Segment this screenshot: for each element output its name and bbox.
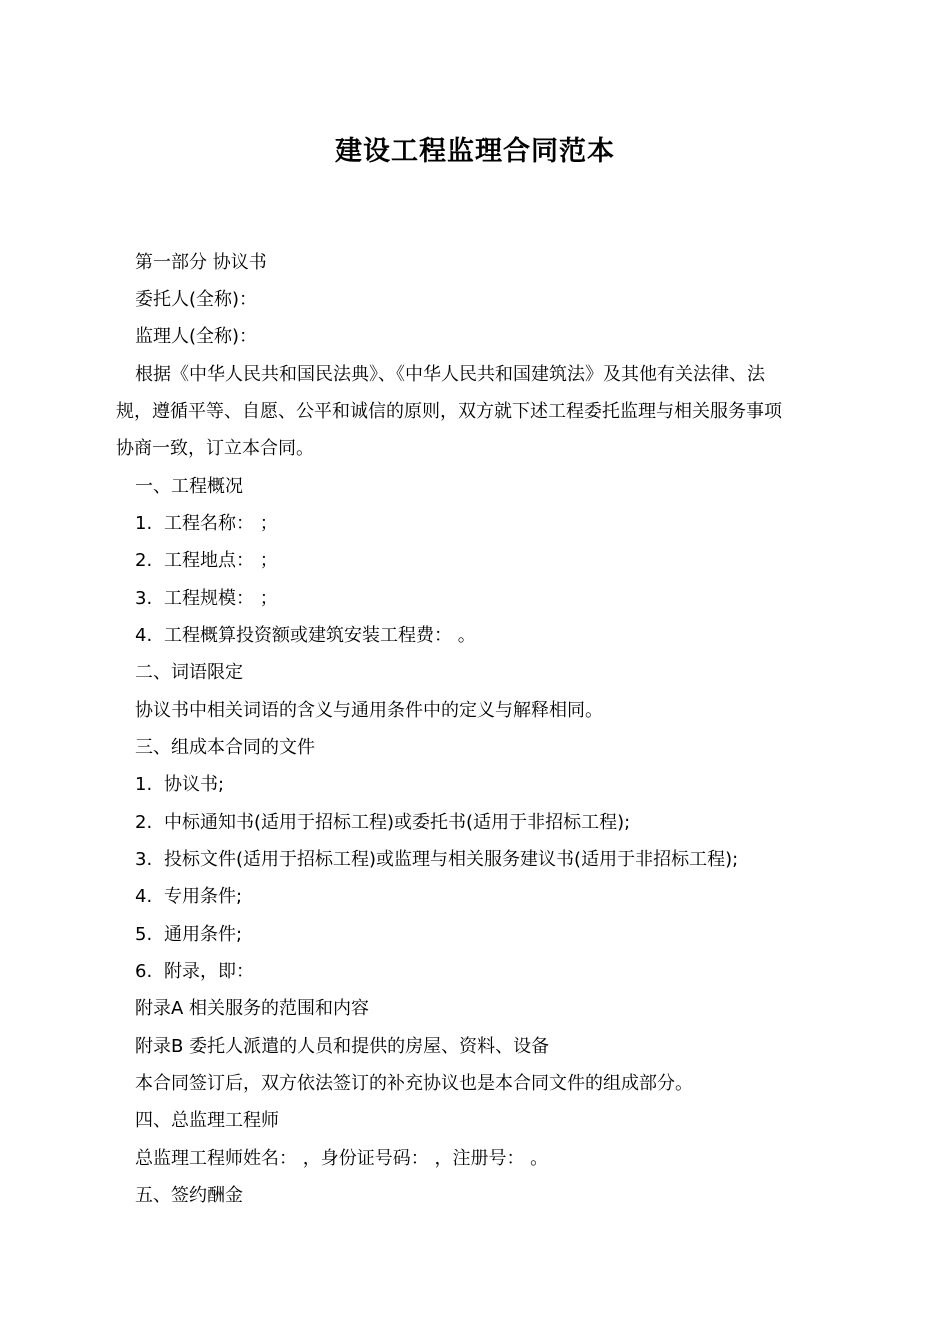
section-4-body: 总监理工程师姓名： ，身份证号码： ，注册号： 。 [135,1148,549,1169]
item-number: 3. [135,849,153,870]
supervisor-line: 监理人(全称)： [135,326,258,347]
section-2-body: 协议书中相关词语的含义与通用条件中的定义与解释相同。 [135,700,603,721]
item-text: 中标通知书(适用于招标工程)或委托书(适用于非招标工程); [164,812,631,833]
item-number: 6. [135,961,153,982]
appendix-a: 附录A 相关服务的范围和内容 [135,998,370,1019]
item-text: 工程地点： ； [164,550,278,571]
client-line: 委托人(全称)： [135,289,258,310]
item-text: 通用条件; [164,924,243,945]
section-1-item [135,587,278,611]
intro-paragraph-line-3: 协商一致，订立本合同。 [116,438,314,459]
item-text: 工程概算投资额或建筑安装工程费： 。 [164,625,476,646]
item-text: 附录，即： [164,961,254,982]
section-3-item [135,848,738,872]
item-number: 2. [135,550,153,571]
appendix-b: 附录B 委托人派遣的人员和提供的房屋、资料、设备 [135,1036,550,1057]
section-3-closing: 本合同签订后，双方依法签订的补充协议也是本合同文件的组成部分。 [135,1073,693,1094]
section-1-item [135,549,278,573]
item-number: 4. [135,625,153,646]
section-5-heading: 五、签约酬金 [135,1185,243,1206]
part-heading: 第一部分 协议书 [135,252,267,273]
item-text: 工程规模： ； [164,588,278,609]
section-3-item [135,773,224,797]
item-number: 1. [135,513,153,534]
section-4-heading: 四、总监理工程师 [135,1110,279,1131]
intro-paragraph-line-2: 规，遵循平等、自愿、公平和诚信的原则，双方就下述工程委托监理与相关服务事项 [116,401,782,422]
item-text: 投标文件(适用于招标工程)或监理与相关服务建议书(适用于非招标工程); [164,849,739,870]
section-3-item [135,960,254,984]
section-3-heading: 三、组成本合同的文件 [135,737,315,758]
item-text: 工程名称： ； [164,513,278,534]
section-1-item [135,512,278,536]
section-1-item [135,624,476,648]
item-text: 协议书; [164,774,225,795]
section-1-heading: 一、工程概况 [135,476,243,497]
item-number: 4. [135,886,153,907]
section-2-heading: 二、词语限定 [135,662,243,683]
intro-paragraph-line-1: 根据《中华人民共和国民法典》、《中华人民共和国建筑法》及其他有关法律、法 [135,364,765,385]
item-number: 5. [135,924,153,945]
document-title: 建设工程监理合同范本 [335,136,615,167]
item-number: 2. [135,812,153,833]
item-number: 3. [135,588,153,609]
section-3-item [135,811,630,835]
section-3-item [135,885,242,909]
item-number: 1. [135,774,153,795]
section-3-item [135,923,242,947]
item-text: 专用条件; [164,886,243,907]
